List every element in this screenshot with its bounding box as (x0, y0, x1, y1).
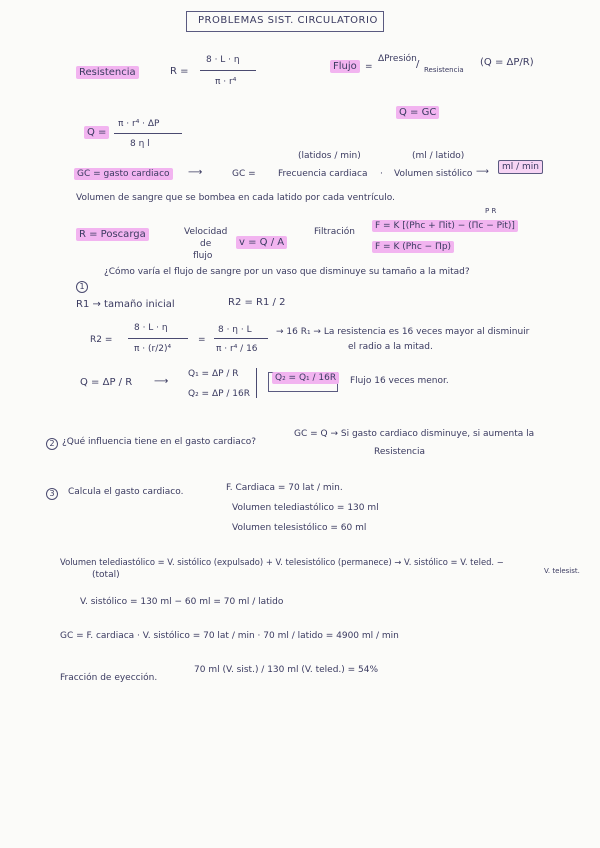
q2-number: 2 (46, 438, 58, 450)
q1-r2-result-2: el radio a la mitad. (348, 342, 433, 352)
q3-formula-sub-2: V. telesist. (544, 567, 580, 575)
gc-eq: GC = (232, 169, 256, 179)
flujo-den: Resistencia (424, 66, 464, 74)
q3-formula-sub-1: (total) (92, 570, 120, 580)
q3-number: 3 (46, 488, 58, 500)
gc-units-vs: (ml / latido) (412, 151, 465, 161)
resistencia-den: π · r⁴ (215, 77, 237, 87)
q3-question: Calcula el gasto cardiaco. (68, 487, 184, 497)
poiseuille-fraction-bar (114, 133, 182, 134)
flujo-eq: = (365, 62, 373, 72)
flujo-label: Flujo (330, 62, 360, 72)
velocidad-label: Velocidad (184, 227, 228, 237)
filtracion-label: Filtración (314, 227, 355, 237)
filtracion-f2: F = K (Phc − Πp) (372, 243, 454, 252)
q3-vs-calc: V. sistólico = 130 ml − 60 ml = 70 ml / latido (80, 597, 284, 607)
velocidad-eq: v = Q / A (236, 238, 287, 248)
q1-q-lhs: Q = ΔP / R (80, 377, 133, 388)
flujo-alt: (Q = ΔP/R) (480, 57, 534, 68)
q3-vts: Volumen telesistólico = 60 ml (232, 523, 367, 533)
poscarga-label: R = Poscarga (76, 230, 149, 240)
resistencia-lhs: R = (170, 66, 189, 77)
q3-fc: F. Cardiaca = 70 lat / min. (226, 483, 343, 493)
flujo-slash: / (416, 59, 420, 70)
q1-bracket (256, 368, 257, 398)
q2-question: ¿Qué influencia tiene en el gasto cardiaco? (62, 437, 257, 447)
gc-note: Volumen de sangre que se bombea en cada latido por cada ventrículo. (76, 193, 395, 203)
poiseuille-den: 8 η l (130, 139, 150, 149)
q1-flujo-menor: Flujo 16 veces menor. (350, 376, 449, 386)
q1-r2b-den: π · r⁴ / 16 (216, 344, 258, 354)
q1-r2b-fraction-bar (214, 338, 268, 339)
q2-answer: GC = Q → Si gasto cardiaco disminuye, si aumenta la (294, 429, 535, 439)
q1-number: 1 (76, 281, 88, 293)
q1-r2b-num: 8 · η · L (218, 325, 252, 335)
resistencia-label: Resistencia (76, 68, 139, 78)
q1-r1: R1 → tamaño inicial (76, 299, 175, 310)
q3-vtd: Volumen telediastólico = 130 ml (232, 503, 379, 513)
q1-eq2: = (198, 335, 206, 345)
q1-q2: Q₂ = ΔP / 16R (188, 389, 250, 399)
q1-r2-result: → 16 R₁ → La resistencia es 16 veces mayor al disminuir (276, 327, 530, 337)
q1-boxed: Q₂ = Q₁ / 16R (272, 374, 339, 383)
gc-label: GC = gasto cardiaco (74, 170, 173, 179)
gc-arrow-2: ⟶ (476, 167, 489, 177)
q1-r2-lhs: R2 = (90, 335, 113, 345)
q1-r2-fraction-bar (128, 338, 188, 339)
resistencia-fraction-bar (200, 70, 256, 71)
gc-result: ml / min (498, 163, 543, 172)
q3-formula: Volumen telediastólico = V. sistólico (expulsado) + V. telesistólico (permanece) → V. sistólico = V. teled. − (60, 557, 504, 567)
velocidad-flujo: flujo (193, 251, 213, 261)
q3-fe-label: Fracción de eyección. (60, 673, 158, 683)
q1-r2-num: 8 · L · η (134, 323, 168, 333)
q2-answer-2: Resistencia (374, 447, 425, 457)
poiseuille-lhs: Q = (84, 128, 109, 138)
q1-q1: Q₁ = ΔP / R (188, 369, 239, 379)
pr-label: P R (485, 207, 497, 215)
gc-units-fc: (latidos / min) (298, 151, 361, 161)
flujo-num: ΔPresión (378, 54, 417, 64)
q1-arrow: ⟶ (154, 376, 169, 387)
filtracion-f1: F = K [(Phc + Πit) − (Πc − Pit)] (372, 222, 518, 231)
q-gc: Q = GC (396, 108, 439, 118)
page-title: PROBLEMAS SIST. CIRCULATORIO (198, 15, 378, 26)
q1-r2-den: π · (r/2)⁴ (134, 344, 172, 354)
gc-vs: Volumen sistólico (394, 169, 473, 179)
q3-gc-calc: GC = F. cardiaca · V. sistólico = 70 lat / min · 70 ml / latido = 4900 ml / min (60, 631, 399, 641)
q3-fe-calc: 70 ml (V. sist.) / 130 ml (V. teled.) = 54% (194, 665, 379, 675)
q1-r2: R2 = R1 / 2 (228, 297, 286, 308)
gc-fc: Frecuencia cardiaca (278, 169, 368, 179)
resistencia-num: 8 · L · η (206, 55, 240, 65)
q1-question: ¿Cómo varía el flujo de sangre por un vaso que disminuye su tamaño a la mitad? (104, 267, 470, 277)
gc-arrow: ⟶ (188, 167, 203, 178)
poiseuille-num: π · r⁴ · ΔP (118, 119, 160, 129)
gc-dot: · (380, 169, 383, 179)
velocidad-de: de (200, 239, 212, 249)
